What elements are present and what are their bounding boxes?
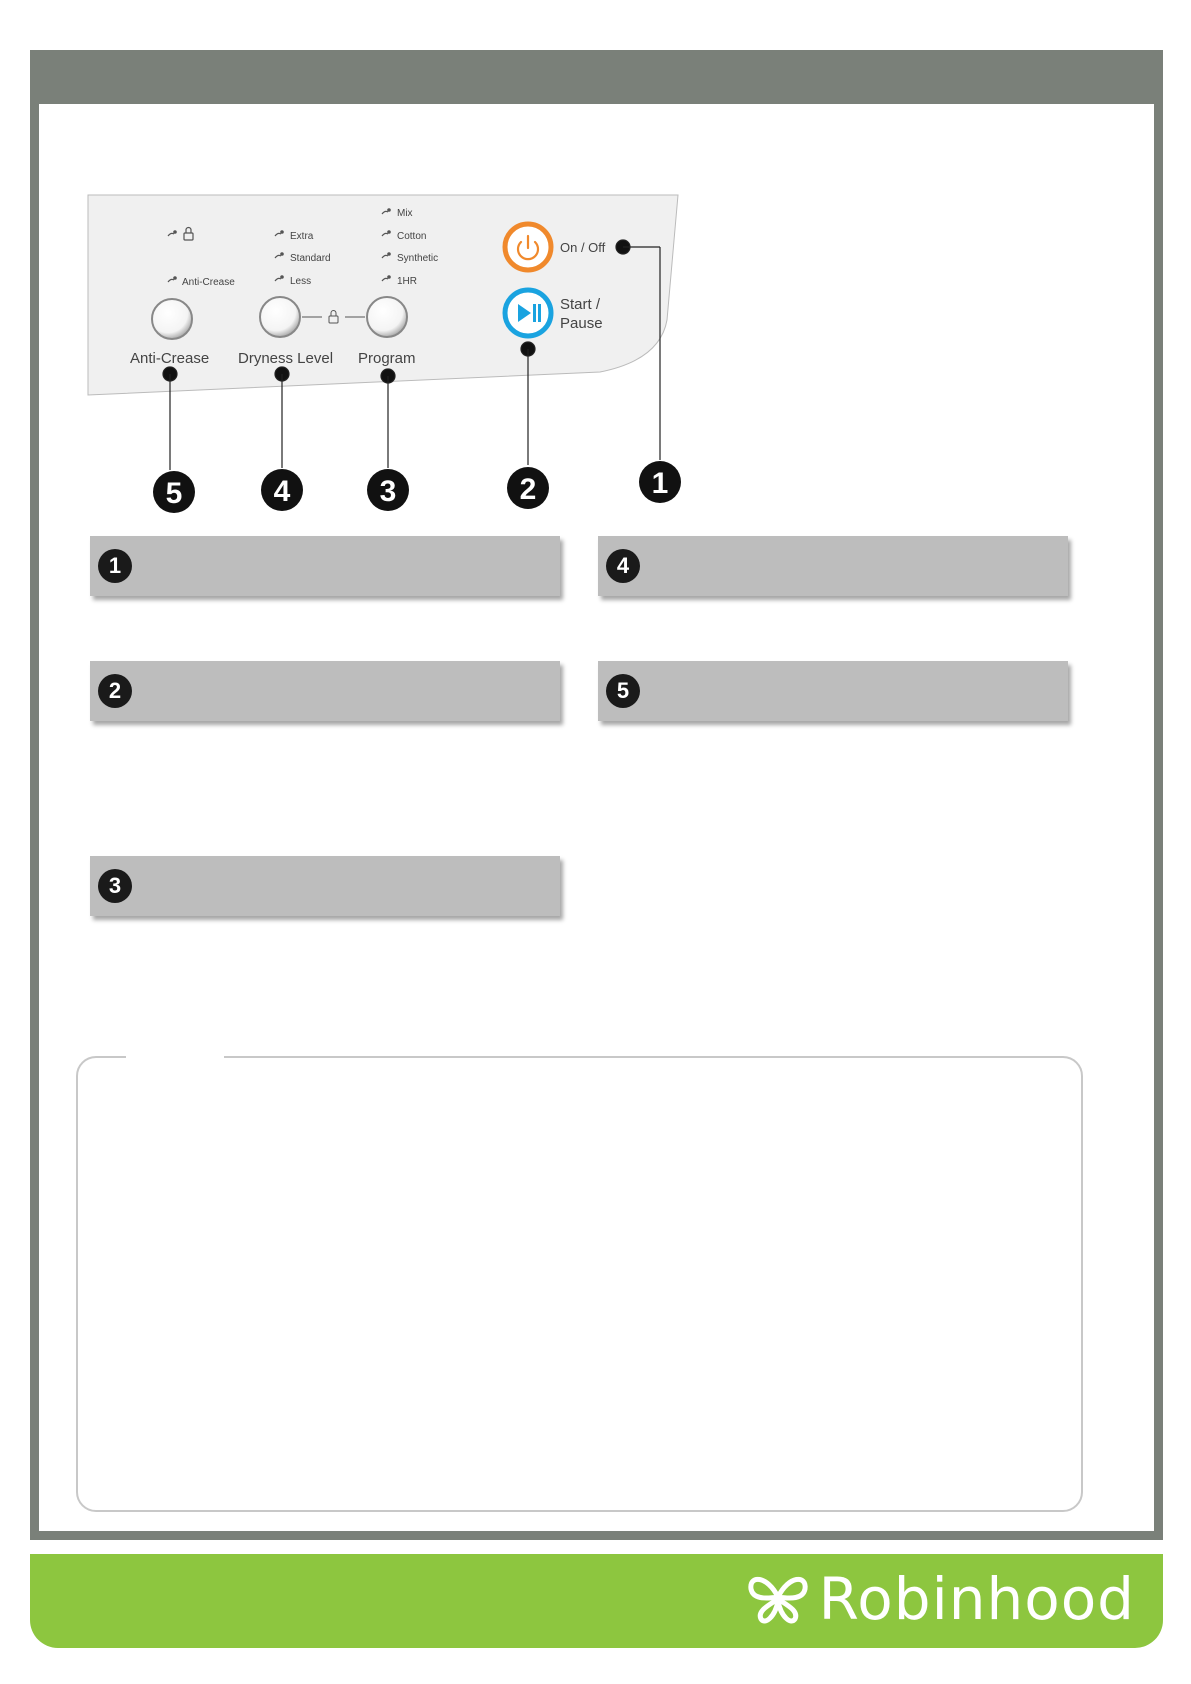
butterfly-icon xyxy=(745,1571,811,1627)
section-bar-5 xyxy=(598,661,1068,721)
led-label-standard: Standard xyxy=(290,253,331,264)
callout-1-number: 1 xyxy=(651,467,669,500)
callout-5-number: 5 xyxy=(165,477,183,510)
footer-band xyxy=(30,1554,1163,1648)
section-number-1: 1 xyxy=(98,549,132,583)
page-frame-bottom xyxy=(30,1531,1163,1540)
start-label: Start / xyxy=(560,296,601,313)
anti-crease-button xyxy=(152,299,192,339)
led-label-mix: Mix xyxy=(397,208,413,219)
dryness-level-label: Dryness Level xyxy=(238,350,334,367)
brand-name: Robinhood xyxy=(818,1565,1135,1633)
led-label-synthetic: Synthetic xyxy=(397,253,439,264)
program-button xyxy=(367,297,407,337)
callout-4-number: 4 xyxy=(273,475,291,508)
led-label-anti-crease: Anti-Crease xyxy=(182,277,235,288)
section-number-2: 2 xyxy=(98,674,132,708)
on-off-label: On / Off xyxy=(560,240,606,255)
brand-logo xyxy=(745,1564,1135,1634)
callout-2-number: 2 xyxy=(519,473,537,506)
section-number-3: 3 xyxy=(98,869,132,903)
led-label-1hr: 1HR xyxy=(397,276,418,287)
section-number-4: 4 xyxy=(606,549,640,583)
section-bar-2 xyxy=(90,661,560,721)
callout-3-number: 3 xyxy=(379,475,397,508)
control-panel-diagram xyxy=(0,0,1191,520)
note-box-title-gap xyxy=(126,1050,224,1062)
section-bar-3 xyxy=(90,856,560,916)
program-label: Program xyxy=(358,350,416,367)
led-label-cotton: Cotton xyxy=(397,231,427,242)
section-bar-1 xyxy=(90,536,560,596)
note-box xyxy=(76,1056,1083,1512)
dryness-level-button xyxy=(260,297,300,337)
led-label-less: Less xyxy=(290,276,312,287)
section-bar-4 xyxy=(598,536,1068,596)
led-label-extra: Extra xyxy=(290,231,314,242)
anti-crease-label: Anti-Crease xyxy=(130,350,210,367)
section-number-5: 5 xyxy=(606,674,640,708)
pause-label: Pause xyxy=(560,315,603,332)
